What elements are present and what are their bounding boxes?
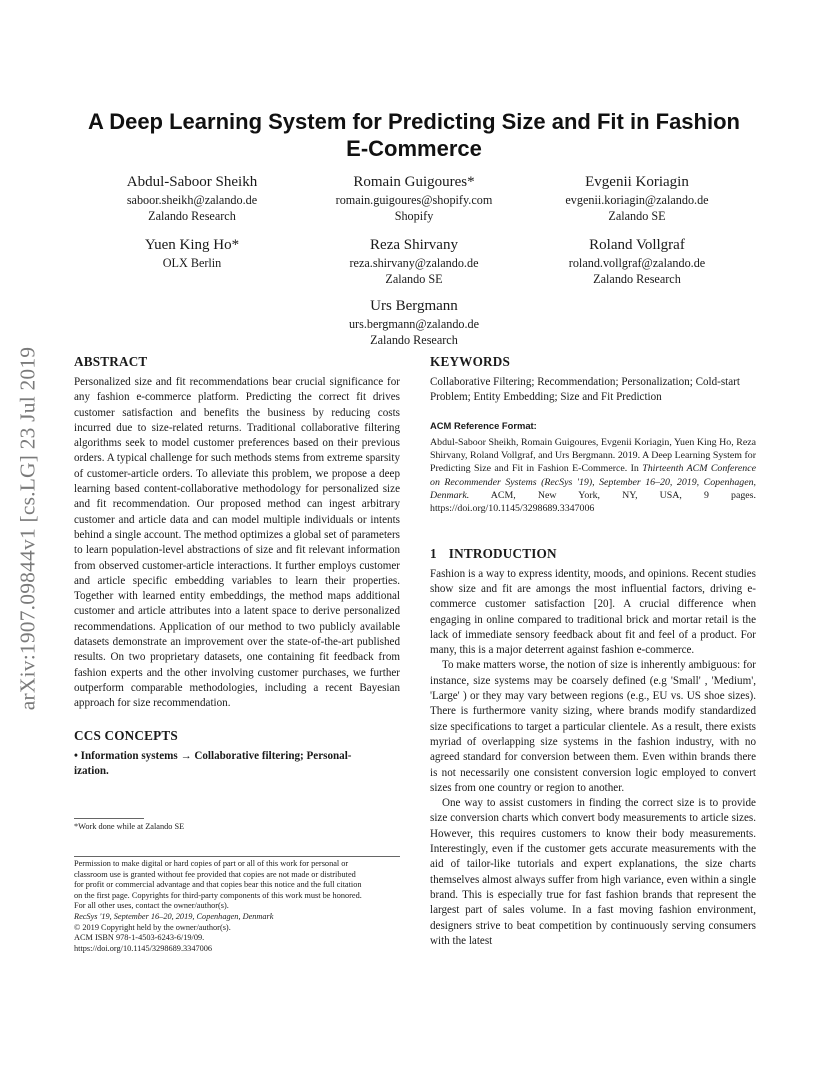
introduction-heading [430,546,756,562]
permission-line: For all other uses, contact the owner/author(s). [74,901,229,911]
author-affiliation: Zalando SE [385,272,443,286]
author-block [522,173,752,224]
ccs-concepts-line: ization. [74,764,109,777]
author-affiliation: Shopify [394,209,434,223]
abstract-heading: ABSTRACT [74,354,148,369]
permission-line: RecSys '19, September 16–20, 2019, Copenhagen, Denmark [74,911,274,921]
permission-line: Permission to make digital or hard copies of part or all of this work for personal or [74,859,349,868]
author-name: Urs Bergmann [370,298,458,314]
author-name: Abdul-Saboor Sheikh [126,174,258,190]
author-name: Romain Guigoures* [353,174,475,190]
acm-reference-authors: Abdul-Saboor Sheikh, Romain Guigoures, Evgenii Koriagin, Yuen King Ho, Reza Shirvany, Roland Vollgraf, and Urs Bergmann. 2019. A Deep Learning System for Predicting Size and Fit in Fashion E-Commerce. In [430,436,756,475]
author-block [522,236,752,287]
author-block [77,173,307,224]
keywords-text: Collaborative Filtering; Recommendation; Personalization; Cold-start Problem; Entity Embedding; Size and Fit Prediction [430,376,740,404]
intro-paragraph: Fashion is a way to express identity, moods, and opinions. Recent studies show size and fit are amongs the most influential factors, driving e-commerce customer satisfaction [20]. A crucial difference when engaging in online compared to traditional brick and mortar retail is the lack of immediate sensory feedback about fit and feel of a product. For many, this is a major deterrent against fashion e-commerce. [430,567,756,657]
permission-line: classroom use is granted without fee provided that copies are not made or distributed [74,869,356,879]
permission-line: for profit or commercial advantage and that copies bear this notice and the full citation [74,880,362,890]
intro-paragraph: One way to assist customers in finding the correct size is to provide size conversion charts which convert body measurements to article sizes. However, this requires customers to know their body measurements. Interestingly, even if the customer gets accurate measurements with the aid of tailor-like tutorials and expert explanations, the size charts themselves almost always suffer from high variance, even within a single brand. This is especially true for fast fashion brands that represent the largest part of sales volume. In a fast moving fashion environment, designers strive to beat competition by continuously serving consumers with the latest [430,797,756,947]
right-column [430,354,756,949]
author-name: Yuen King Ho* [144,237,240,253]
author-email: evgenii.koriagin@zalando.de [565,193,709,207]
footnote-divider [74,818,144,819]
author-email: urs.bergmann@zalando.de [348,317,480,331]
left-column [74,354,400,779]
author-block [77,236,307,271]
permission-line: https://doi.org/10.1145/3298689.3347006 [74,943,213,953]
acm-reference-heading: ACM Reference Format: [430,419,537,431]
permission-line: on the first page. Copyrights for third-party components of this work must be honored. [74,890,362,900]
arxiv-identifier-stamp [10,296,46,760]
paper-title-line-2: E-Commerce [346,136,482,161]
author-email: roland.vollgraf@zalando.de [568,256,706,270]
paper-title [70,108,758,162]
permission-divider [74,856,400,857]
author-name: Evgenii Koriagin [585,174,689,190]
section-title: INTRODUCTION [448,545,557,561]
keywords-heading: KEYWORDS [430,354,511,369]
author-affiliation: OLX Berlin [162,256,222,270]
footnote: *Work done while at Zalando SE [74,822,185,831]
author-affiliation: Zalando SE [608,209,666,223]
author-name: Roland Vollgraf [589,237,685,253]
author-email: reza.shirvany@zalando.de [349,256,479,270]
author-affiliation: Zalando Research [593,272,681,286]
author-affiliation: Zalando Research [370,333,458,347]
author-block [299,236,529,287]
ccs-concepts-heading: CCS CONCEPTS [74,727,178,743]
permission-notice [74,859,402,954]
section-number: 1 [430,545,437,561]
intro-paragraph: To make matters worse, the notion of size is inherently ambiguous: for instance, size systems may be coarsely defined (e.g 'Small' , 'Medium', 'Large' ) or they may vary between regions (e.g., EU vs. US shoe sizes). There is furthermore vanity sizing, where brands modify standardized size specifications to target a particular clientele. As a result, there exists myriad of overlapping size systems in the fashion industry, with no agreed standard for conversion between them. Even within brands there is not necessarily one consistent conversion logic employed to convert sizes from one country or region to another. [430,659,756,794]
paper-title-line-1: A Deep Learning System for Predicting Size and Fit in Fashion [88,109,740,134]
author-block [299,297,529,348]
acm-reference-tail: ACM, New York, NY, USA, 9 pages. https://doi.org/10.1145/3298689.3347006 [430,490,756,515]
author-block [299,173,529,224]
acm-reference-text [430,436,756,516]
author-email: romain.guigoures@shopify.com [335,193,493,207]
ccs-concepts-text [74,749,400,780]
arxiv-identifier-text: arXiv:1907.09844v1 [cs.LG] 23 Jul 2019 [15,346,40,710]
acm-reference-venue: Thirteenth ACM Conference on Recommender Systems (RecSys '19), September 16–20, 2019, Copenhagen, Denmark. [430,463,756,502]
author-affiliation: Zalando Research [148,209,236,223]
permission-line: ACM ISBN 978-1-4503-6243-6/19/09. [74,933,205,943]
author-email: saboor.sheikh@zalando.de [126,193,258,207]
author-name: Reza Shirvany [370,237,458,253]
abstract-text: Personalized size and fit recommendations bear crucial significance for any fashion e-commerce platform. Predicting the correct fit drives customer satisfaction and benefits the business by reducing costs incurred due to size-related returns. Traditional collaborative filtering algorithms seek to model customer preferences based on their previous orders. A typical challenge for such methods stems from extreme sparsity of customer-article orders. To alleviate this problem, we propose a deep learning based content-collaborative methodology for personalized size and fit recommendation. Our proposed method can ingest arbitrary customer and article data and can model multiple individuals or intents behind a single account. The method optimizes a global set of parameters to learn population-level abstractions of size and fit relevant information from observed customer-article interactions. It further employs customer and article specific embedding variables to learn their properties. Together with learned entity embeddings, the method maps additional customer and article attributes into a latent space to derive personalized recommendations. Application of our method to two publicly available datasets demonstrate an improvement over the state-of-the-art published results. On two proprietary datasets, one containing fit feedback from fashion experts and the other involving customer purchases, we further outperform comparable methodologies, including a recent Bayesian approach for size recommendation. [74,376,400,710]
ccs-concepts-line: • Information systems → Collaborative filtering; Personal- [74,749,352,762]
permission-line: © 2019 Copyright held by the owner/author(s). [74,922,231,932]
